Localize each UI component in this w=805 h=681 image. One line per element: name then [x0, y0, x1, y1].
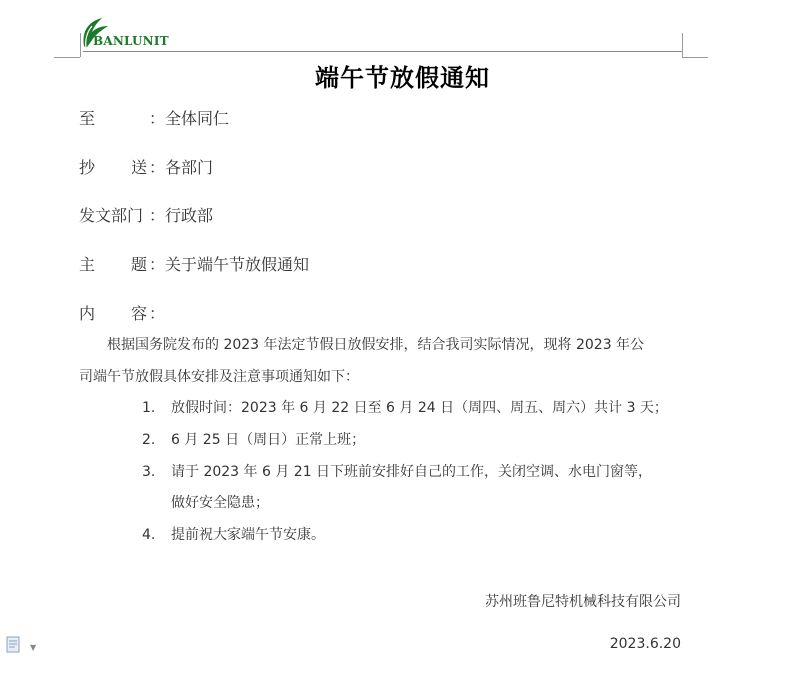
logo-text: BANLUNIT	[93, 34, 169, 48]
field-value: 行政部	[165, 206, 214, 225]
field-label: 发文部门	[79, 206, 144, 225]
header-divider	[83, 51, 683, 52]
field-cc: 抄 送 ：各部门	[79, 155, 213, 178]
field-label: 至	[79, 109, 96, 128]
signature-date: 2023.6.20	[609, 636, 681, 652]
field-subject: 主 题 ：关于端午节放假通知	[79, 252, 309, 275]
list-item: 3. 请于 2023 年 6 月 21 日下班前安排好自己的工作，关闭空调、水电门窗等，	[142, 464, 653, 480]
field-value: 各部门	[165, 158, 214, 177]
field-content: 内 容 ：	[79, 301, 165, 324]
document-icon[interactable]	[6, 636, 22, 654]
field-value: 关于端午节放假通知	[165, 255, 310, 274]
list-item-continuation: 做好安全隐患；	[171, 495, 269, 511]
list-item: 4. 提前祝大家端午节安康。	[142, 527, 325, 543]
field-label: 抄 送	[79, 158, 148, 177]
crop-mark	[682, 33, 683, 57]
field-label: 主 题	[79, 255, 148, 274]
document-title: 端午节放假通知	[315, 64, 490, 92]
intro-paragraph-line: 司端午节放假具体安排及注意事项通知如下：	[79, 369, 359, 385]
field-label: 内 容	[79, 304, 148, 323]
crop-mark	[80, 33, 81, 57]
field-issuer: 发文部门 ：行政部	[79, 203, 213, 226]
list-item: 1. 放假时间：2023 年 6 月 22 日至 6 月 24 日（周四、周五、周六）共计 3 天；	[142, 400, 668, 416]
list-item: 2. 6 月 25 日（周日）正常上班；	[142, 432, 366, 448]
company-logo	[80, 16, 190, 52]
field-to: 至 ：全体同仁	[79, 106, 229, 129]
intro-paragraph-line: 根据国务院发布的 2023 年法定节假日放假安排，结合我司实际情况，现将 2023 年公	[107, 337, 645, 353]
field-value: 全体同仁	[165, 109, 230, 128]
chevron-down-icon[interactable]: ▼	[30, 643, 37, 652]
company-signature: 苏州班鲁尼特机械科技有限公司	[485, 594, 681, 610]
